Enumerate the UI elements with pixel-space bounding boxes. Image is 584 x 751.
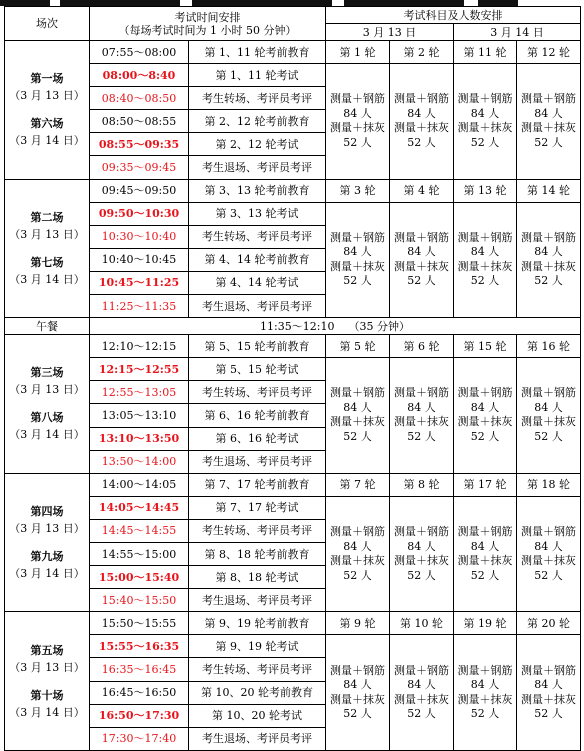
round-cell: 第 6 轮 bbox=[390, 335, 454, 358]
count-52: 52 人 bbox=[534, 568, 563, 582]
event-cell: 考生退场、考评员考评 bbox=[189, 156, 326, 179]
subject-measure-rebar: 测量＋钢筋 bbox=[521, 230, 577, 244]
time-cell: 10:45～11:25 bbox=[90, 271, 189, 294]
subject-cell bbox=[390, 358, 454, 473]
time-cell: 10:40～10:45 bbox=[90, 248, 189, 271]
header-time-note: （每场考试时间为 1 小时 50 分钟） bbox=[118, 23, 297, 37]
subject-measure-rebar: 测量＋钢筋 bbox=[330, 386, 386, 400]
count-84: 84 人 bbox=[343, 106, 372, 120]
subject-measure-rebar: 测量＋钢筋 bbox=[394, 92, 450, 106]
lunch-time: 11:35～12:10 bbox=[260, 319, 335, 333]
subject-cell bbox=[390, 496, 454, 611]
subject-measure-rebar: 测量＋钢筋 bbox=[394, 386, 450, 400]
round-cell: 第 8 轮 bbox=[390, 473, 454, 496]
subject-cell bbox=[326, 496, 390, 611]
time-cell: 08:50～08:55 bbox=[90, 110, 189, 133]
session-spacer bbox=[5, 398, 89, 409]
subject-measure-plaster: 测量＋抹灰 bbox=[521, 259, 577, 273]
subject-measure-plaster: 测量＋抹灰 bbox=[394, 259, 450, 273]
session-date: （3 月 13 日） bbox=[9, 227, 85, 241]
event-cell: 第 10、20 轮考前教育 bbox=[189, 681, 326, 704]
time-cell: 16:35～16:45 bbox=[90, 658, 189, 681]
count-84: 84 人 bbox=[534, 539, 563, 553]
table-row bbox=[5, 202, 581, 225]
count-52: 52 人 bbox=[343, 429, 372, 443]
subject-measure-plaster: 测量＋抹灰 bbox=[457, 121, 513, 135]
count-52: 52 人 bbox=[534, 135, 563, 149]
session-name: 第八场 bbox=[30, 411, 64, 425]
time-cell: 09:50～10:30 bbox=[90, 202, 189, 225]
subject-cell bbox=[517, 635, 581, 750]
event-cell: 第 4、14 轮考试 bbox=[189, 271, 326, 294]
round-cell: 第 7 轮 bbox=[326, 473, 390, 496]
session-cell bbox=[5, 41, 90, 180]
session-name: 第六场 bbox=[30, 117, 64, 131]
header-time bbox=[90, 7, 326, 41]
round-cell: 第 5 轮 bbox=[326, 335, 390, 358]
session-date: （3 月 14 日） bbox=[9, 134, 85, 148]
subject-cell bbox=[326, 635, 390, 750]
time-cell: 13:10～13:50 bbox=[90, 427, 189, 450]
subject-measure-plaster: 测量＋抹灰 bbox=[330, 692, 386, 706]
count-84: 84 人 bbox=[343, 400, 372, 414]
session-spacer bbox=[5, 676, 89, 687]
event-cell: 第 6、16 轮考前教育 bbox=[189, 404, 326, 427]
event-cell: 第 8、18 轮考前教育 bbox=[189, 542, 326, 565]
count-84: 84 人 bbox=[407, 106, 436, 120]
subject-measure-plaster: 测量＋抹灰 bbox=[330, 121, 386, 135]
subject-cell bbox=[517, 64, 581, 179]
session-cell bbox=[5, 179, 90, 318]
session-name: 第四场 bbox=[30, 504, 64, 518]
subject-measure-rebar: 测量＋钢筋 bbox=[394, 230, 450, 244]
table-row bbox=[5, 335, 581, 358]
count-84: 84 人 bbox=[470, 400, 500, 414]
time-cell: 15:40～15:50 bbox=[90, 589, 189, 612]
session-name: 第十场 bbox=[30, 688, 64, 702]
subject-cell bbox=[326, 64, 390, 179]
event-cell: 第 7、17 轮考前教育 bbox=[189, 473, 326, 496]
subject-cell bbox=[326, 202, 390, 317]
round-cell: 第 13 轮 bbox=[454, 179, 517, 202]
session-cell bbox=[5, 612, 90, 751]
count-84: 84 人 bbox=[407, 400, 436, 414]
round-cell: 第 12 轮 bbox=[517, 41, 581, 64]
session-name: 第二场 bbox=[30, 210, 64, 224]
subject-measure-rebar: 测量＋钢筋 bbox=[457, 386, 513, 400]
subject-measure-plaster: 测量＋抹灰 bbox=[457, 554, 513, 568]
round-cell: 第 1 轮 bbox=[326, 41, 390, 64]
time-cell: 14:55～15:00 bbox=[90, 542, 189, 565]
event-cell: 考生转场、考评员考评 bbox=[189, 519, 326, 542]
count-52: 52 人 bbox=[534, 707, 563, 721]
time-cell: 15:55～16:35 bbox=[90, 635, 189, 658]
session-spacer bbox=[5, 243, 89, 254]
subject-measure-rebar: 测量＋钢筋 bbox=[521, 386, 577, 400]
subject-cell bbox=[326, 358, 390, 473]
subject-cell bbox=[517, 496, 581, 611]
event-cell: 考生退场、考评员考评 bbox=[189, 450, 326, 473]
subject-measure-rebar: 测量＋钢筋 bbox=[521, 92, 577, 106]
count-84: 84 人 bbox=[407, 245, 436, 259]
subject-cell bbox=[454, 635, 517, 750]
session-cell bbox=[5, 473, 90, 612]
count-84: 84 人 bbox=[470, 539, 500, 553]
count-84: 84 人 bbox=[407, 678, 436, 692]
session-name: 第五场 bbox=[30, 643, 64, 657]
round-cell: 第 19 轮 bbox=[454, 612, 517, 635]
header-date-13: 3 月 13 日 bbox=[326, 24, 454, 41]
subject-measure-rebar: 测量＋钢筋 bbox=[457, 525, 513, 539]
table-row bbox=[5, 179, 581, 202]
subject-measure-plaster: 测量＋抹灰 bbox=[330, 554, 386, 568]
round-cell: 第 3 轮 bbox=[326, 179, 390, 202]
round-cell: 第 16 轮 bbox=[517, 335, 581, 358]
event-cell: 考生转场、考评员考评 bbox=[189, 225, 326, 248]
count-52: 52 人 bbox=[407, 274, 436, 288]
table-row bbox=[5, 41, 581, 64]
time-cell: 11:25～11:35 bbox=[90, 295, 189, 318]
time-cell: 12:55～13:05 bbox=[90, 381, 189, 404]
subject-measure-plaster: 测量＋抹灰 bbox=[330, 259, 386, 273]
count-52: 52 人 bbox=[343, 135, 372, 149]
subject-measure-plaster: 测量＋抹灰 bbox=[521, 692, 577, 706]
event-cell: 考生退场、考评员考评 bbox=[189, 589, 326, 612]
lunch-label: 午餐 bbox=[5, 318, 90, 335]
time-cell: 09:35～09:45 bbox=[90, 156, 189, 179]
subject-measure-plaster: 测量＋抹灰 bbox=[394, 692, 450, 706]
round-cell: 第 18 轮 bbox=[517, 473, 581, 496]
count-84: 84 人 bbox=[343, 539, 372, 553]
table-row bbox=[5, 635, 581, 658]
time-cell: 14:05～14:45 bbox=[90, 496, 189, 519]
subject-measure-rebar: 测量＋钢筋 bbox=[330, 663, 386, 677]
subject-cell bbox=[454, 496, 517, 611]
subject-measure-rebar: 测量＋钢筋 bbox=[521, 663, 577, 677]
count-84: 84 人 bbox=[470, 106, 500, 120]
session-date: （3 月 14 日） bbox=[9, 272, 85, 286]
count-52: 52 人 bbox=[470, 274, 500, 288]
count-52: 52 人 bbox=[407, 135, 436, 149]
subject-measure-plaster: 测量＋抹灰 bbox=[457, 415, 513, 429]
count-52: 52 人 bbox=[343, 274, 372, 288]
count-52: 52 人 bbox=[470, 429, 500, 443]
session-name: 第七场 bbox=[30, 255, 64, 269]
count-84: 84 人 bbox=[407, 539, 436, 553]
lunch-value bbox=[90, 318, 581, 335]
subject-cell bbox=[390, 64, 454, 179]
event-cell: 第 5、15 轮考前教育 bbox=[189, 335, 326, 358]
subject-cell bbox=[517, 358, 581, 473]
subject-cell bbox=[390, 202, 454, 317]
count-52: 52 人 bbox=[407, 568, 436, 582]
count-84: 84 人 bbox=[470, 678, 500, 692]
subject-measure-rebar: 测量＋钢筋 bbox=[330, 525, 386, 539]
schedule-body bbox=[5, 7, 581, 751]
lunch-row bbox=[5, 318, 581, 335]
count-84: 84 人 bbox=[343, 245, 372, 259]
subject-cell bbox=[454, 64, 517, 179]
time-cell: 16:50～17:30 bbox=[90, 704, 189, 727]
round-cell: 第 11 轮 bbox=[454, 41, 517, 64]
session-spacer bbox=[5, 537, 89, 548]
header-session: 场次 bbox=[5, 7, 90, 41]
event-cell: 考生转场、考评员考评 bbox=[189, 658, 326, 681]
time-cell: 08:40～08:50 bbox=[90, 87, 189, 110]
time-cell: 14:45～14:55 bbox=[90, 519, 189, 542]
count-52: 52 人 bbox=[407, 429, 436, 443]
event-cell: 考生退场、考评员考评 bbox=[189, 727, 326, 750]
count-52: 52 人 bbox=[407, 707, 436, 721]
event-cell: 第 3、13 轮考试 bbox=[189, 202, 326, 225]
event-cell: 考生退场、考评员考评 bbox=[189, 295, 326, 318]
time-cell: 12:15～12:55 bbox=[90, 358, 189, 381]
time-cell: 15:00～15:40 bbox=[90, 566, 189, 589]
event-cell: 第 7、17 轮考试 bbox=[189, 496, 326, 519]
table-row bbox=[5, 358, 581, 381]
header-subjects: 考试科目及人数安排 bbox=[326, 7, 581, 24]
event-cell: 第 3、13 轮考前教育 bbox=[189, 179, 326, 202]
count-84: 84 人 bbox=[534, 245, 563, 259]
time-cell: 16:45～16:50 bbox=[90, 681, 189, 704]
round-cell: 第 17 轮 bbox=[454, 473, 517, 496]
round-cell: 第 9 轮 bbox=[326, 612, 390, 635]
event-cell: 第 1、11 轮考前教育 bbox=[189, 41, 326, 64]
event-cell: 第 4、14 轮考前教育 bbox=[189, 248, 326, 271]
session-date: （3 月 14 日） bbox=[9, 705, 85, 719]
time-cell: 13:05～13:10 bbox=[90, 404, 189, 427]
lunch-duration: （35 分钟） bbox=[348, 319, 410, 333]
time-cell: 13:50～14:00 bbox=[90, 450, 189, 473]
event-cell: 第 2、12 轮考前教育 bbox=[189, 110, 326, 133]
time-cell: 12:10～12:15 bbox=[90, 335, 189, 358]
subject-measure-rebar: 测量＋钢筋 bbox=[457, 663, 513, 677]
event-cell: 考生转场、考评员考评 bbox=[189, 381, 326, 404]
time-cell: 07:55～08:00 bbox=[90, 41, 189, 64]
count-52: 52 人 bbox=[343, 568, 372, 582]
session-date: （3 月 13 日） bbox=[9, 89, 85, 103]
subject-measure-rebar: 测量＋钢筋 bbox=[330, 230, 386, 244]
count-52: 52 人 bbox=[343, 707, 372, 721]
subject-measure-plaster: 测量＋抹灰 bbox=[521, 415, 577, 429]
time-cell: 08:00～8:40 bbox=[90, 64, 189, 87]
subject-cell bbox=[517, 202, 581, 317]
subject-measure-rebar: 测量＋钢筋 bbox=[394, 663, 450, 677]
session-date: （3 月 13 日） bbox=[9, 660, 85, 674]
event-cell: 第 2、12 轮考试 bbox=[189, 133, 326, 156]
round-cell: 第 14 轮 bbox=[517, 179, 581, 202]
subject-measure-plaster: 测量＋抹灰 bbox=[394, 415, 450, 429]
event-cell: 考生转场、考评员考评 bbox=[189, 87, 326, 110]
exam-schedule-table bbox=[4, 6, 581, 751]
time-cell: 14:00～14:05 bbox=[90, 473, 189, 496]
event-cell: 第 9、19 轮考试 bbox=[189, 635, 326, 658]
table-row bbox=[5, 612, 581, 635]
table-row bbox=[5, 64, 581, 87]
session-date: （3 月 13 日） bbox=[9, 383, 85, 397]
subject-measure-rebar: 测量＋钢筋 bbox=[394, 525, 450, 539]
subject-cell bbox=[390, 635, 454, 750]
table-row bbox=[5, 496, 581, 519]
subject-measure-plaster: 测量＋抹灰 bbox=[394, 554, 450, 568]
session-name: 第一场 bbox=[30, 72, 64, 86]
header-date-14: 3 月 14 日 bbox=[454, 24, 581, 41]
time-cell: 10:30～10:40 bbox=[90, 225, 189, 248]
time-cell: 09:45～09:50 bbox=[90, 179, 189, 202]
count-84: 84 人 bbox=[470, 245, 500, 259]
event-cell: 第 10、20 轮考试 bbox=[189, 704, 326, 727]
subject-measure-plaster: 测量＋抹灰 bbox=[521, 554, 577, 568]
round-cell: 第 10 轮 bbox=[390, 612, 454, 635]
time-cell: 15:50～15:55 bbox=[90, 612, 189, 635]
count-52: 52 人 bbox=[470, 568, 500, 582]
count-52: 52 人 bbox=[470, 135, 500, 149]
subject-measure-plaster: 测量＋抹灰 bbox=[457, 692, 513, 706]
event-cell: 第 8、18 轮考试 bbox=[189, 566, 326, 589]
count-84: 84 人 bbox=[534, 678, 563, 692]
subject-measure-plaster: 测量＋抹灰 bbox=[521, 121, 577, 135]
subject-measure-rebar: 测量＋钢筋 bbox=[457, 92, 513, 106]
count-84: 84 人 bbox=[534, 400, 563, 414]
session-date: （3 月 13 日） bbox=[9, 521, 85, 535]
subject-cell bbox=[454, 202, 517, 317]
event-cell: 第 5、15 轮考试 bbox=[189, 358, 326, 381]
session-name: 第九场 bbox=[30, 549, 64, 563]
round-cell: 第 20 轮 bbox=[517, 612, 581, 635]
subject-measure-rebar: 测量＋钢筋 bbox=[521, 525, 577, 539]
session-date: （3 月 14 日） bbox=[9, 428, 85, 442]
subject-measure-rebar: 测量＋钢筋 bbox=[457, 230, 513, 244]
count-84: 84 人 bbox=[534, 106, 563, 120]
session-name: 第三场 bbox=[30, 366, 64, 380]
round-cell: 第 15 轮 bbox=[454, 335, 517, 358]
session-cell bbox=[5, 335, 90, 474]
count-52: 52 人 bbox=[534, 274, 563, 288]
subject-measure-plaster: 测量＋抹灰 bbox=[394, 121, 450, 135]
table-row bbox=[5, 473, 581, 496]
count-52: 52 人 bbox=[534, 429, 563, 443]
count-52: 52 人 bbox=[470, 707, 500, 721]
time-cell: 08:55～09:35 bbox=[90, 133, 189, 156]
count-84: 84 人 bbox=[343, 678, 372, 692]
round-cell: 第 2 轮 bbox=[390, 41, 454, 64]
subject-measure-rebar: 测量＋钢筋 bbox=[330, 92, 386, 106]
subject-cell bbox=[454, 358, 517, 473]
event-cell: 第 6、16 轮考试 bbox=[189, 427, 326, 450]
header-time-title: 考试时间安排 bbox=[174, 10, 241, 24]
event-cell: 第 1、11 轮考试 bbox=[189, 64, 326, 87]
time-cell: 17:30～17:40 bbox=[90, 727, 189, 750]
session-date: （3 月 14 日） bbox=[9, 566, 85, 580]
subject-measure-plaster: 测量＋抹灰 bbox=[457, 259, 513, 273]
round-cell: 第 4 轮 bbox=[390, 179, 454, 202]
session-spacer bbox=[5, 104, 89, 115]
subject-measure-plaster: 测量＋抹灰 bbox=[330, 415, 386, 429]
event-cell: 第 9、19 轮考前教育 bbox=[189, 612, 326, 635]
